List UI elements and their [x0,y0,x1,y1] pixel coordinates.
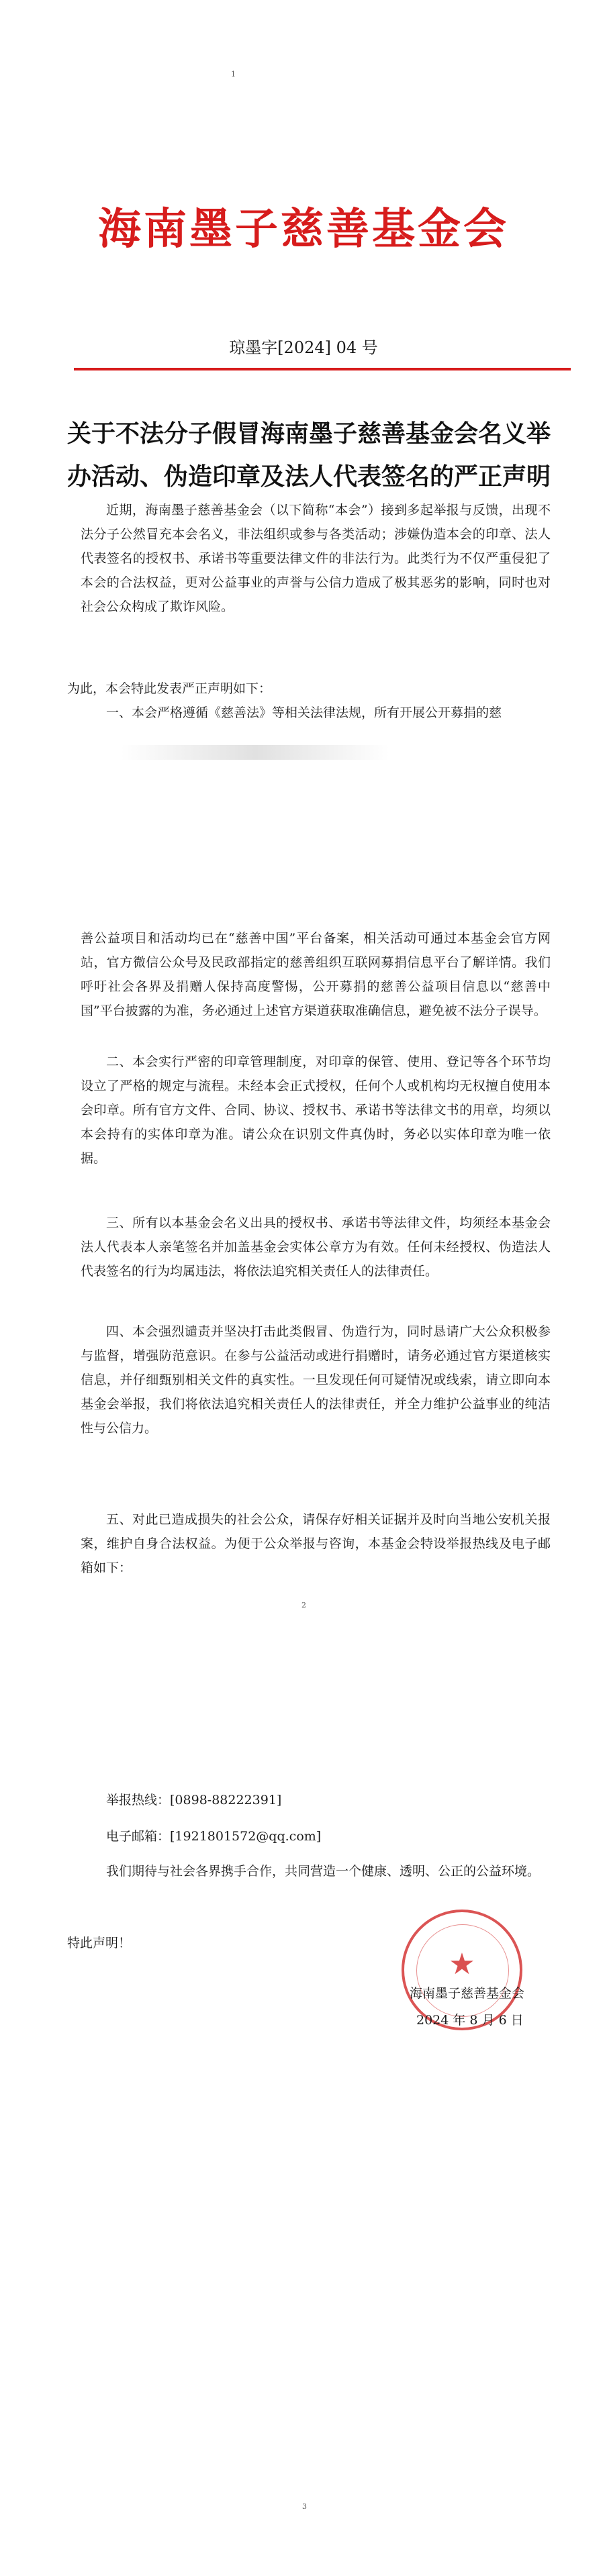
faint-scan-overlay [121,745,389,760]
document-number: 琼墨字[2024] 04 号 [229,338,378,357]
closing-paragraph: 我们期待与社会各界携手合作，共同营造一个健康、透明、公正的公益环境。 [106,1864,541,1879]
item-3-paragraph: 三、所有以本基金会名义出具的授权书、承诺书等法律文件，均须经本基金会法人代表本人亲笔签名并加盖基金会实体公章方为有效。任何未经授权、伪造法人代表签名的行为均属违法，将依法追究相关责任人的法律责任。 [81,1216,551,1279]
item-2-paragraph: 二、本会实行严密的印章管理制度，对印章的保管、使用、登记等各个环节均设立了严格的规定与流程。未经本会正式授权，任何个人或机构均无权擅自使用本会印章。所有官方文件、合同、协议、授权书、承诺书等法律文书的用章，均须以本会持有的实体印章为准。请公众在识别文件真伪时，务必以实体印章为唯一依据。 [81,1054,551,1166]
document-title [67,413,551,499]
header-divider [74,368,571,370]
hotline-line [81,1788,551,1812]
intro-paragraph: 近期，海南墨子慈善基金会（以下简称“本会”）接到多起举报与反馈，出现不法分子公然冒充本会名义，非法组织或参与各类活动；涉嫌伪造本会的印章、法人代表签名的授权书、承诺书等重要法律文件的非法行为。此类行为不仅严重侵犯了本会的合法权益，更对公益事业的声誉与公信力造成了极其恶劣的影响，同时也对社会公众构成了欺诈风险。 [81,503,551,614]
title-line-1: 关于不法分子假冒海南墨子慈善基金会名义举 [67,420,551,448]
page-number: 2 [301,1601,306,1609]
seal-star-icon: ★ [449,1947,475,1981]
signature-date: 2024 年 8 月 6 日 [416,2013,524,2028]
hotline-label: 举报热线： [106,1793,171,1807]
organization-title: 海南墨子慈善基金会 [98,205,509,254]
item-1-continuation: 善公益项目和活动均已在“慈善中国”平台备案，相关活动可通过本基金会官方网站，官方微信公众号及民政部指定的慈善组织互联网募捐信息平台了解详情。我们呼吁社会各界及捐赠人保持高度警惕，公开募捐的慈善公益项目信息以“慈善中国”平台披露的为准，务必通过上述官方渠道获取准确信息，避免被不法分子误导。 [81,931,551,1018]
email-line [81,1824,551,1848]
page-number: 3 [302,2502,307,2511]
signature-organization: 海南墨子慈善基金会 [410,1986,525,2001]
item-4-paragraph: 四、本会强烈谴责并坚决打击此类假冒、伪造行为，同时恳请广大公众积极参与监督，增强防范意识。在参与公益活动或进行捐赠时，请务必通过官方渠道核实信息，并仔细甄别相关文件的真实性。一旦发现任何可疑情况或线索，请立即向本基金会举报，我们将依法追究相关责任人的法律责任，并全力维护公益事业的纯洁性与公信力。 [81,1324,551,1436]
email-value: [1921801572@qq.com] [170,1829,322,1844]
lead-sentence: 为此，本会特此发表严正声明如下： [67,681,272,696]
item-1-opening: 一、本会严格遵循《慈善法》等相关法律法规，所有开展公开募捐的慈 [106,705,502,720]
final-statement: 特此声明！ [67,1936,132,1950]
item-5-paragraph: 五、对此已造成损失的社会公众，请保存好相关证据并及时向当地公安机关报案，维护自身合法权益。为便于公众举报与咨询，本基金会特设举报热线及电子邮箱如下： [81,1512,551,1575]
email-label: 电子邮箱： [106,1829,171,1844]
title-line-2: 办活动、伪造印章及法人代表签名的严正声明 [67,463,551,491]
hotline-value: [0898-88222391] [170,1793,282,1807]
page-number: 1 [231,70,236,79]
